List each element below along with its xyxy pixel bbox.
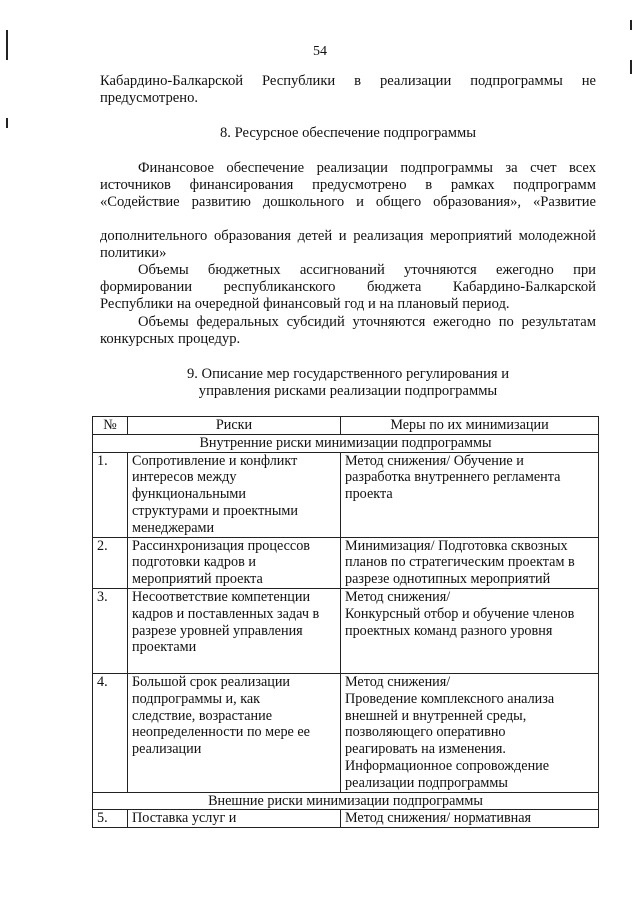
- cell-line: Метод снижения/ Обучение и: [345, 452, 524, 469]
- heading-line: управления рисками реализации подпрограммы: [198, 383, 498, 399]
- cell-line: проектами: [132, 639, 197, 656]
- measure-cell: [341, 452, 599, 537]
- header-number: №: [93, 417, 128, 435]
- section-8-paragraph-3: [100, 314, 596, 348]
- table-row: [93, 673, 599, 792]
- cell-line: Информационное сопровождение: [345, 757, 550, 774]
- intro-paragraph: [100, 73, 596, 107]
- cell-line: интересов между: [132, 469, 237, 486]
- cell-line: реализации подпрограммы: [345, 774, 508, 791]
- risks-table: [92, 416, 599, 828]
- table-row: [93, 588, 599, 673]
- cell-line: Большой срок реализации: [132, 673, 291, 690]
- risk-cell: [128, 537, 341, 588]
- section-8-heading: 8. Ресурсное обеспечение подпрограммы: [219, 125, 476, 141]
- cell-line: Метод снижения/ нормативная: [345, 810, 532, 827]
- section-9-heading: [100, 366, 596, 400]
- cell-line: внешней и внутренней среды,: [345, 707, 527, 724]
- cell-line: Конкурсный отбор и обучение членов: [345, 605, 575, 622]
- text-line: Республики на очередной финансовый год и на плановый период.: [100, 296, 510, 312]
- text-line: политики»: [100, 245, 167, 261]
- scan-edge-mark-left-bottom: [6, 118, 8, 128]
- cell-line: структурами и проектными: [132, 502, 298, 519]
- cell-line: Минимизация/ Подготовка сквозных: [345, 537, 568, 554]
- cell-line: следствие, возрастание: [132, 707, 273, 724]
- cell-line: разработка внутреннего регламента: [345, 469, 561, 486]
- cell-line: разрезе однотипных мероприятий: [345, 571, 551, 588]
- text-line: формировании республиканского бюджета Кабардино-Балкарской: [100, 279, 596, 295]
- measure-cell: [341, 537, 599, 588]
- cell-line: Сопротивление и конфликт: [132, 452, 298, 469]
- text-line: конкурсных процедур.: [100, 331, 241, 347]
- section-row-internal: [93, 434, 599, 452]
- table-header-row: [93, 417, 599, 435]
- text-line: Объемы бюджетных ассигнований уточняются ежегодно при: [138, 262, 596, 278]
- cell-line: планов по стратегическим проектам в: [345, 554, 575, 571]
- header-risks: Риски: [128, 417, 341, 435]
- cell-line: проектных команд разного уровня: [345, 622, 553, 639]
- heading-line: 9. Описание мер государственного регулирования и: [186, 366, 510, 382]
- cell-line: Поставка услуг и: [132, 810, 237, 827]
- cell-line: разрезе уровней управления: [132, 622, 303, 639]
- cell-line: реализации: [132, 741, 202, 758]
- header-measures: Меры по их минимизации: [341, 417, 599, 435]
- cell-line: Несоответствие компетенции: [132, 588, 311, 605]
- cell-line: Метод снижения/: [345, 588, 451, 605]
- measure-cell: [341, 588, 599, 673]
- section-8-paragraph-1: [100, 160, 596, 262]
- text-line: предусмотрено.: [100, 90, 199, 106]
- measure-cell: [341, 673, 599, 792]
- risk-cell: [128, 673, 341, 792]
- text-line: Объемы федеральных субсидий уточняются ежегодно по результатам: [138, 314, 596, 330]
- page-number: 54: [313, 44, 327, 59]
- text-line: Финансовое обеспечение реализации подпрограммы за счет всех: [138, 160, 596, 176]
- external-risks-title: Внешние риски минимизации подпрограммы: [93, 792, 599, 810]
- cell-line: реагировать на изменения.: [345, 741, 506, 758]
- scan-edge-mark-right-low: [630, 60, 632, 74]
- cell-line: подпрограммы и, как: [132, 690, 261, 707]
- cell-line: Метод снижения/: [345, 673, 451, 690]
- cell-line: неопределенности по мере ее: [132, 724, 310, 741]
- table-row: [93, 537, 599, 588]
- scan-edge-mark-right: [630, 20, 632, 30]
- cell-line: Рассинхронизация процессов: [132, 537, 311, 554]
- measure-cell: [341, 810, 599, 828]
- table-row: [93, 810, 599, 828]
- section-8-paragraph-2: [100, 262, 596, 313]
- text-line: источников финансирования предусмотрено в рамках подпрограмм: [100, 177, 596, 193]
- row-number: 3.: [93, 588, 128, 673]
- row-number: 2.: [93, 537, 128, 588]
- section-row-external: [93, 792, 599, 810]
- row-number: 1.: [93, 452, 128, 537]
- cell-line: кадров и поставленных задач в: [132, 605, 320, 622]
- row-number: 4.: [93, 673, 128, 792]
- internal-risks-title: Внутренние риски минимизации подпрограммы: [93, 434, 599, 452]
- cell-line: подготовки кадров и: [132, 554, 256, 571]
- risk-cell: [128, 588, 341, 673]
- cell-line: менеджерами: [132, 519, 215, 536]
- text-line: дополнительного образования детей и реализация мероприятий молодежной: [100, 228, 596, 244]
- cell-line: проекта: [345, 486, 393, 503]
- text-line: «Содействие развитию дошкольного и общего образования», «Развитие: [100, 194, 596, 210]
- cell-line: Проведение комплексного анализа: [345, 690, 555, 707]
- cell-line: функциональными: [132, 486, 246, 503]
- cell-line: мероприятий проекта: [132, 571, 263, 588]
- risk-cell: [128, 810, 341, 828]
- risk-cell: [128, 452, 341, 537]
- row-number: 5.: [93, 810, 128, 828]
- table-row: [93, 452, 599, 537]
- cell-line: позволяющего оперативно: [345, 724, 506, 741]
- text-line: Кабардино-Балкарской Республики в реализации подпрограммы не: [100, 73, 596, 89]
